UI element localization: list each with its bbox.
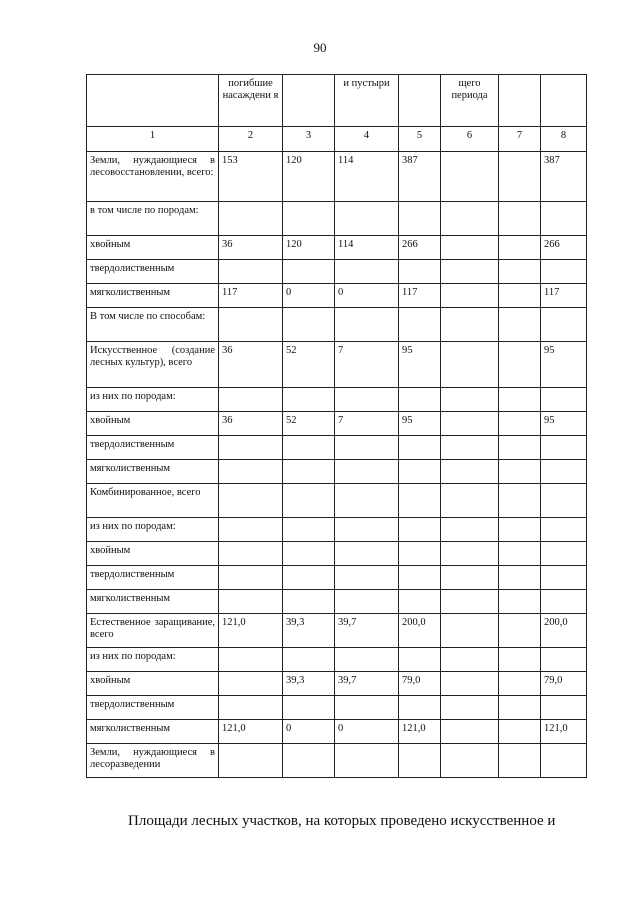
value-cell	[283, 744, 335, 778]
row-label: В том числе по способам:	[87, 308, 219, 342]
value-cell	[399, 388, 441, 412]
value-cell: 36	[219, 236, 283, 260]
value-cell: 52	[283, 412, 335, 436]
value-cell	[399, 744, 441, 778]
value-cell	[441, 342, 499, 388]
table-row	[87, 484, 587, 518]
value-cell	[541, 542, 587, 566]
value-cell: 95	[541, 412, 587, 436]
footer-paragraph: Площади лесных участков, на которых проведено искусственное и	[128, 813, 556, 829]
forest-restoration-table	[86, 74, 587, 778]
value-cell: 39,7	[335, 614, 399, 648]
value-cell	[541, 648, 587, 672]
value-cell	[441, 412, 499, 436]
row-label: из них по породам:	[87, 388, 219, 412]
value-cell: 114	[335, 236, 399, 260]
value-cell	[441, 152, 499, 202]
header-cell: щего периода	[441, 75, 499, 127]
value-cell	[441, 202, 499, 236]
value-cell	[219, 542, 283, 566]
value-cell	[399, 542, 441, 566]
value-cell	[541, 460, 587, 484]
row-label: Естественное заращивание, всего	[87, 614, 219, 648]
header-cell	[541, 75, 587, 127]
value-cell	[283, 696, 335, 720]
value-cell	[399, 696, 441, 720]
column-number: 2	[219, 127, 283, 152]
value-cell	[441, 518, 499, 542]
table-row	[87, 412, 587, 436]
value-cell	[541, 566, 587, 590]
table-row	[87, 308, 587, 342]
column-number: 7	[499, 127, 541, 152]
value-cell	[283, 518, 335, 542]
table-row	[87, 202, 587, 236]
value-cell	[335, 542, 399, 566]
value-cell	[335, 484, 399, 518]
value-cell: 121,0	[541, 720, 587, 744]
value-cell: 95	[541, 342, 587, 388]
value-cell	[541, 388, 587, 412]
value-cell	[335, 566, 399, 590]
value-cell: 7	[335, 412, 399, 436]
row-label: Земли, нуждающиеся в лесоразведении	[87, 744, 219, 778]
row-label: в том числе по породам:	[87, 202, 219, 236]
value-cell	[283, 460, 335, 484]
value-cell: 153	[219, 152, 283, 202]
value-cell: 387	[541, 152, 587, 202]
header-cell	[283, 75, 335, 127]
value-cell: 114	[335, 152, 399, 202]
table-row	[87, 284, 587, 308]
value-cell: 0	[335, 284, 399, 308]
column-number-row	[87, 127, 587, 152]
table-row	[87, 518, 587, 542]
value-cell: 7	[335, 342, 399, 388]
value-cell: 0	[283, 720, 335, 744]
value-cell	[399, 436, 441, 460]
table-row	[87, 648, 587, 672]
table-row	[87, 672, 587, 696]
value-cell	[441, 720, 499, 744]
value-cell	[499, 566, 541, 590]
value-cell: 0	[283, 284, 335, 308]
table-row	[87, 542, 587, 566]
row-label: твердолиственным	[87, 436, 219, 460]
value-cell	[441, 460, 499, 484]
value-cell	[335, 744, 399, 778]
value-cell: 95	[399, 342, 441, 388]
value-cell	[441, 388, 499, 412]
column-number: 6	[441, 127, 499, 152]
value-cell	[283, 542, 335, 566]
value-cell	[335, 590, 399, 614]
row-label: мягколиственным	[87, 590, 219, 614]
value-cell	[541, 744, 587, 778]
value-cell	[541, 202, 587, 236]
value-cell	[441, 566, 499, 590]
value-cell	[283, 566, 335, 590]
value-cell: 266	[541, 236, 587, 260]
value-cell	[283, 484, 335, 518]
value-cell	[499, 202, 541, 236]
column-number: 8	[541, 127, 587, 152]
value-cell: 200,0	[399, 614, 441, 648]
value-cell	[283, 388, 335, 412]
value-cell	[283, 436, 335, 460]
value-cell	[499, 744, 541, 778]
value-cell: 121,0	[219, 720, 283, 744]
value-cell: 117	[541, 284, 587, 308]
value-cell	[541, 436, 587, 460]
value-cell	[441, 236, 499, 260]
value-cell	[441, 696, 499, 720]
table-row	[87, 744, 587, 778]
value-cell	[441, 744, 499, 778]
value-cell	[441, 590, 499, 614]
table-row	[87, 236, 587, 260]
value-cell: 79,0	[399, 672, 441, 696]
value-cell	[219, 484, 283, 518]
value-cell	[499, 720, 541, 744]
value-cell: 95	[399, 412, 441, 436]
value-cell	[283, 590, 335, 614]
value-cell: 387	[399, 152, 441, 202]
value-cell	[499, 696, 541, 720]
header-cell: погибшие насаждени я	[219, 75, 283, 127]
table-row	[87, 460, 587, 484]
value-cell	[219, 566, 283, 590]
value-cell	[399, 260, 441, 284]
value-cell	[219, 308, 283, 342]
table-row	[87, 260, 587, 284]
value-cell: 0	[335, 720, 399, 744]
row-label: Комбинированное, всего	[87, 484, 219, 518]
value-cell: 39,7	[335, 672, 399, 696]
value-cell: 120	[283, 236, 335, 260]
value-cell	[441, 284, 499, 308]
row-label: мягколиственным	[87, 720, 219, 744]
header-cell	[399, 75, 441, 127]
row-label: Искусственное (создание лесных культур), всего	[87, 342, 219, 388]
value-cell	[219, 436, 283, 460]
value-cell	[499, 436, 541, 460]
value-cell	[399, 518, 441, 542]
value-cell	[541, 696, 587, 720]
value-cell	[499, 542, 541, 566]
row-label: мягколиственным	[87, 460, 219, 484]
value-cell	[499, 260, 541, 284]
value-cell: 120	[283, 152, 335, 202]
value-cell	[219, 518, 283, 542]
column-number: 5	[399, 127, 441, 152]
value-cell	[541, 260, 587, 284]
value-cell	[335, 460, 399, 484]
value-cell	[283, 308, 335, 342]
row-label: твердолиственным	[87, 696, 219, 720]
value-cell	[283, 260, 335, 284]
value-cell	[499, 672, 541, 696]
page-number: 90	[313, 40, 327, 55]
row-label: хвойным	[87, 236, 219, 260]
value-cell	[335, 648, 399, 672]
value-cell: 39,3	[283, 614, 335, 648]
row-label: из них по породам:	[87, 518, 219, 542]
value-cell	[499, 460, 541, 484]
value-cell	[499, 152, 541, 202]
value-cell	[441, 672, 499, 696]
value-cell: 39,3	[283, 672, 335, 696]
value-cell	[499, 614, 541, 648]
header-cell	[499, 75, 541, 127]
value-cell	[335, 388, 399, 412]
value-cell	[499, 342, 541, 388]
value-cell: 266	[399, 236, 441, 260]
row-label: Земли, нуждающиеся в лесовосстановлении, всего:	[87, 152, 219, 202]
row-label: хвойным	[87, 542, 219, 566]
value-cell	[499, 412, 541, 436]
table-row	[87, 614, 587, 648]
row-label: мягколиственным	[87, 284, 219, 308]
row-label: твердолиственным	[87, 260, 219, 284]
table-row	[87, 566, 587, 590]
value-cell	[499, 308, 541, 342]
value-cell: 79,0	[541, 672, 587, 696]
value-cell: 36	[219, 342, 283, 388]
value-cell: 117	[219, 284, 283, 308]
value-cell	[499, 484, 541, 518]
row-label: твердолиственным	[87, 566, 219, 590]
value-cell	[283, 202, 335, 236]
value-cell: 36	[219, 412, 283, 436]
row-label: из них по породам:	[87, 648, 219, 672]
table-row	[87, 436, 587, 460]
value-cell	[219, 202, 283, 236]
column-number: 4	[335, 127, 399, 152]
column-number: 3	[283, 127, 335, 152]
value-cell	[541, 518, 587, 542]
value-cell	[335, 696, 399, 720]
value-cell	[219, 744, 283, 778]
header-cell: и пустыри	[335, 75, 399, 127]
value-cell	[441, 260, 499, 284]
value-cell: 52	[283, 342, 335, 388]
value-cell	[441, 436, 499, 460]
table-header-row	[87, 75, 587, 127]
value-cell	[499, 284, 541, 308]
value-cell	[541, 308, 587, 342]
value-cell	[499, 236, 541, 260]
value-cell	[499, 648, 541, 672]
table-row	[87, 152, 587, 202]
value-cell	[441, 614, 499, 648]
table-row	[87, 720, 587, 744]
table-row	[87, 388, 587, 412]
row-label: хвойным	[87, 412, 219, 436]
value-cell	[219, 260, 283, 284]
value-cell	[441, 648, 499, 672]
table-body	[87, 75, 587, 778]
value-cell	[335, 260, 399, 284]
value-cell	[441, 542, 499, 566]
value-cell	[399, 308, 441, 342]
value-cell	[335, 436, 399, 460]
value-cell	[499, 590, 541, 614]
value-cell	[219, 590, 283, 614]
value-cell	[399, 566, 441, 590]
row-label: хвойным	[87, 672, 219, 696]
value-cell	[335, 308, 399, 342]
value-cell: 121,0	[399, 720, 441, 744]
value-cell	[219, 696, 283, 720]
value-cell	[335, 518, 399, 542]
table-row	[87, 696, 587, 720]
value-cell	[499, 518, 541, 542]
value-cell	[399, 648, 441, 672]
column-number: 1	[87, 127, 219, 152]
value-cell	[219, 460, 283, 484]
value-cell	[219, 388, 283, 412]
value-cell	[441, 484, 499, 518]
value-cell: 200,0	[541, 614, 587, 648]
table-row	[87, 342, 587, 388]
value-cell: 117	[399, 284, 441, 308]
value-cell	[399, 590, 441, 614]
value-cell: 121,0	[219, 614, 283, 648]
value-cell	[219, 648, 283, 672]
value-cell	[399, 484, 441, 518]
value-cell	[499, 388, 541, 412]
value-cell	[399, 202, 441, 236]
value-cell	[541, 484, 587, 518]
header-cell	[87, 75, 219, 127]
value-cell	[541, 590, 587, 614]
value-cell	[399, 460, 441, 484]
value-cell	[335, 202, 399, 236]
value-cell	[283, 648, 335, 672]
value-cell	[219, 672, 283, 696]
table-row	[87, 590, 587, 614]
value-cell	[441, 308, 499, 342]
